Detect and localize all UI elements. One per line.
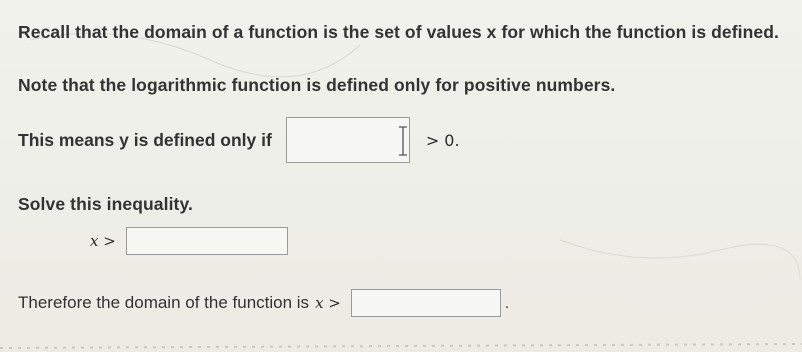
text-cursor-icon xyxy=(398,126,408,156)
step1-row xyxy=(18,117,460,163)
step3-answer-input[interactable] xyxy=(351,289,501,317)
step2-answer-input[interactable] xyxy=(126,227,288,255)
step2-row xyxy=(90,227,288,255)
step1-answer-box[interactable] xyxy=(286,117,410,163)
intro-line-1: Recall that the domain of a function is the set of values x for which the function is defined. xyxy=(18,22,780,42)
step3-prefix: Therefore the domain of the function is xyxy=(18,293,310,312)
step3-suffix: . xyxy=(504,294,510,312)
intro-line-2: Note that the logarithmic function is defined only for positive numbers. xyxy=(18,75,616,95)
step2-lhs: x > xyxy=(90,232,116,250)
step1-prefix: This means y is defined only if xyxy=(18,129,272,150)
step3-row xyxy=(18,289,509,317)
step1-suffix: > 0. xyxy=(425,130,460,150)
step3-lhs: x > xyxy=(315,294,341,312)
step2-instruction: Solve this inequality. xyxy=(18,194,193,214)
